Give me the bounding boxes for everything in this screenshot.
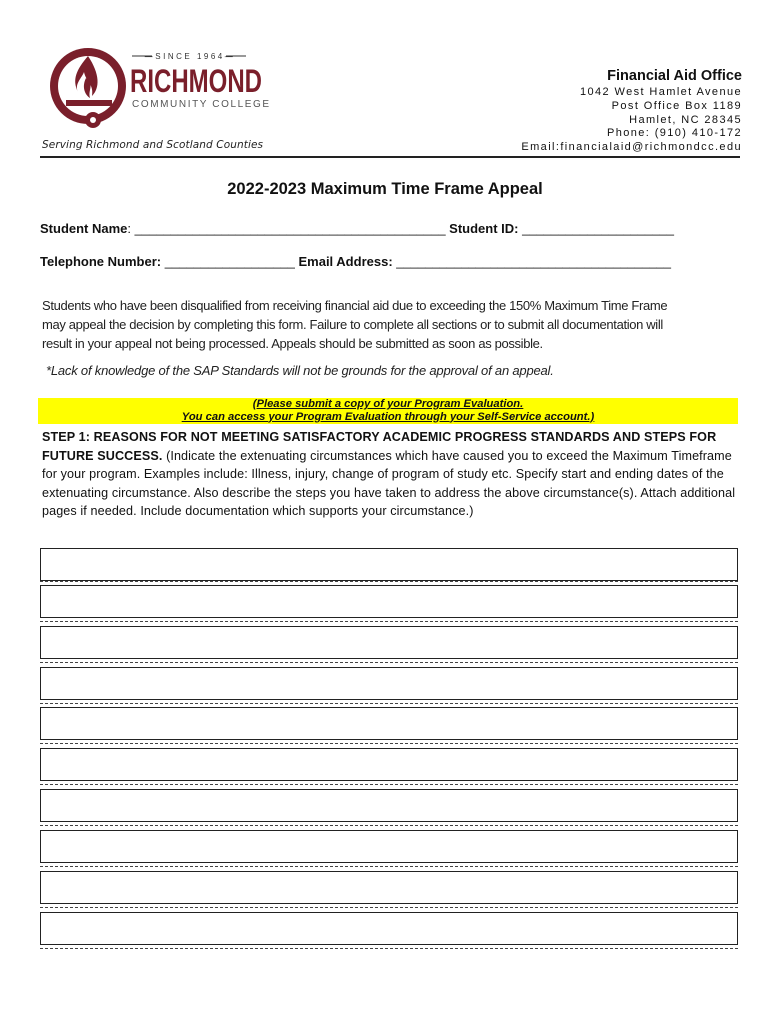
dash-line (40, 662, 738, 663)
telephone-field[interactable]: __________________ (164, 254, 295, 269)
answer-box[interactable] (40, 912, 738, 945)
answer-box[interactable] (40, 667, 738, 700)
logo-name: RICHMOND (130, 63, 262, 99)
email-line: Email:financialaid@richmondcc.edu (521, 141, 742, 154)
address-line: Hamlet, NC 28345 (629, 113, 742, 126)
email-field[interactable]: ______________________________________ (396, 254, 672, 269)
student-name-label: Student Name (40, 221, 128, 236)
dash-line (40, 907, 738, 908)
address-line: 1042 West Hamlet Avenue (579, 86, 742, 98)
intro-line: result in your appeal not being processed. Appeals should be submitted as soon as possible. (42, 336, 543, 351)
intro-line: Students who have been disqualified from receiving financial aid due to exceeding the 150% Maximum Time Frame (42, 298, 668, 313)
dash-line (40, 784, 738, 785)
notice-line: You can access your Program Evaluation through your Self-Service account.) (181, 410, 595, 423)
student-name-field[interactable]: ___________________________________________ (134, 221, 446, 236)
logo-since-text: —SINCE 1964— (144, 52, 236, 61)
answer-box[interactable] (40, 585, 738, 618)
address-line: Post Office Box 1189 (611, 99, 742, 112)
office-title: Financial Aid Office (607, 68, 742, 84)
dash-line (40, 825, 738, 826)
step1-body: (Indicate the extenuating circumstances which have caused you to exceed the Maximum Timeframe for your program. Examples include: Illness, injury, change of program of study etc. Specify start and ending dates of the extenuating circumstance. Also describe the steps you have taken to address the above circumstance(s). Attach additional pages if needed. Include documentation which supports your circumstance.) (42, 448, 736, 519)
notice-line: (Please submit a copy of your Program Evaluation. (252, 398, 524, 410)
form-title: 2022-2023 Maximum Time Frame Appeal (227, 180, 543, 198)
student-id-field[interactable]: _____________________ (522, 221, 674, 236)
intro-paragraph (42, 296, 732, 353)
answer-box[interactable] (40, 707, 738, 740)
answer-box[interactable] (40, 830, 738, 863)
answer-box[interactable] (40, 871, 738, 904)
college-logo (46, 44, 276, 136)
phone-line: Phone: (910) 410-172 (606, 127, 742, 140)
step1-instructions (42, 428, 742, 521)
intro-line: may appeal the decision by completing this form. Failure to complete all sections or to submit all documentation will (42, 317, 663, 332)
flame-gear-icon (46, 44, 276, 136)
logo-subtitle: COMMUNITY COLLEGE (132, 99, 271, 110)
student-id-label: Student ID: (449, 221, 523, 236)
dash-line (40, 581, 738, 582)
answer-box[interactable] (40, 548, 738, 581)
telephone-label: Telephone Number: (40, 254, 165, 269)
program-evaluation-notice (38, 398, 738, 424)
sap-note: *Lack of knowledge of the SAP Standards will not be grounds for the approval of an appeal. (46, 363, 554, 378)
dash-line (40, 948, 738, 949)
office-contact-block (521, 68, 742, 155)
dash-line (40, 866, 738, 867)
tagline: Serving Richmond and Scotland Counties (42, 139, 264, 151)
answer-box[interactable] (40, 789, 738, 822)
header-divider (40, 156, 740, 158)
answer-box[interactable] (40, 748, 738, 781)
student-name-colon: : (127, 221, 132, 236)
dash-line (40, 703, 738, 704)
step1-heading: STEP 1: REASONS FOR NOT MEETING SATISFACTORY ACADEMIC PROGRESS STANDARDS AND STEPS FOR FUTURE SUCCESS. (42, 430, 717, 463)
dash-line (40, 621, 738, 622)
phone-email-row (40, 254, 671, 269)
name-id-row (40, 221, 674, 236)
dash-line (40, 743, 738, 744)
answer-box[interactable] (40, 626, 738, 659)
email-label: Email Address: (298, 254, 397, 269)
